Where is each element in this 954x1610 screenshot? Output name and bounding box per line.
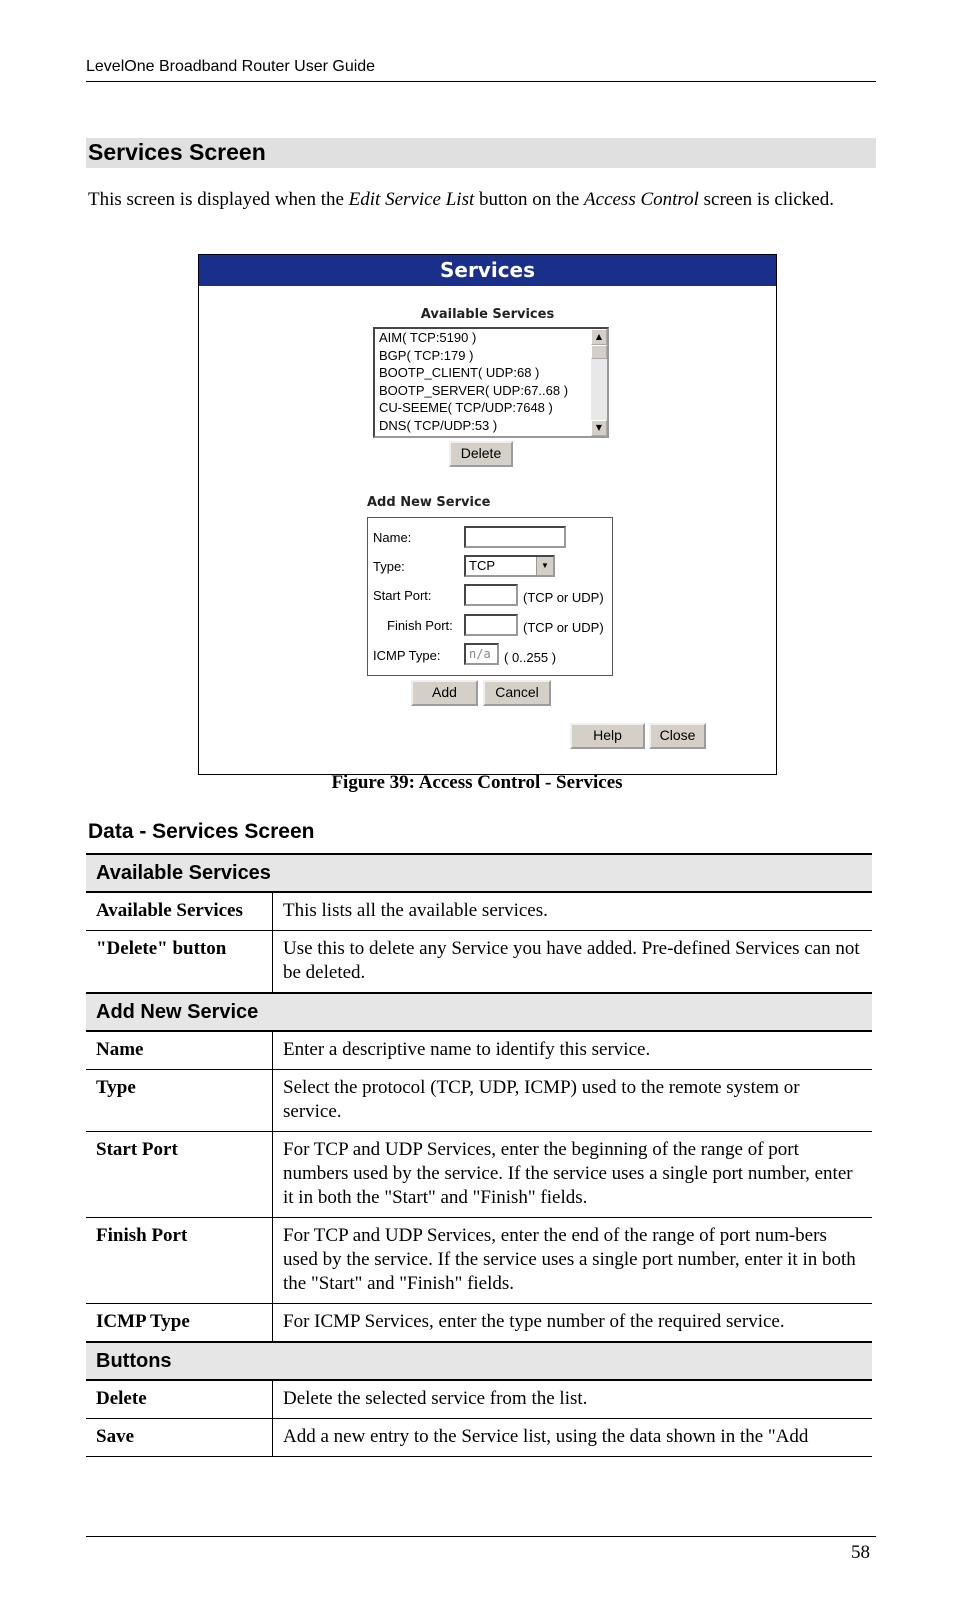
row-term: Available Services [86, 892, 273, 931]
help-button[interactable]: Help [570, 723, 645, 749]
section-heading-band [86, 138, 876, 168]
chevron-down-icon[interactable]: ▼ [536, 557, 553, 575]
row-term: Delete [86, 1380, 273, 1419]
type-label: Type: [373, 559, 405, 574]
running-header: LevelOne Broadband Router User Guide [86, 58, 376, 75]
row-description: For ICMP Services, enter the type number of the required service. [273, 1304, 873, 1343]
header-rule [86, 81, 876, 82]
list-item[interactable]: CU-SEEME( TCP/UDP:7648 ) [379, 400, 553, 415]
start-port-hint: (TCP or UDP) [523, 590, 604, 605]
row-description: Delete the selected service from the list. [273, 1380, 873, 1419]
intro-paragraph [88, 188, 868, 212]
services-screenshot [198, 254, 777, 775]
data-table [86, 853, 872, 1457]
row-term: "Delete" button [86, 931, 273, 994]
row-description: For TCP and UDP Services, enter the end of the range of port num-bers used by the service. If the service uses a single port number, enter it in both the "Start" and "Finish" fields. [273, 1218, 873, 1304]
row-term: Type [86, 1070, 273, 1132]
type-select[interactable] [464, 555, 555, 577]
icmp-type-input[interactable]: n/a [464, 643, 499, 665]
table-row [86, 931, 872, 994]
name-input[interactable] [464, 526, 566, 548]
intro-emphasis-access-control: Access Control [584, 189, 699, 210]
listbox-scrollbar[interactable] [591, 329, 607, 436]
table-row [86, 1304, 872, 1343]
icmp-type-hint: ( 0..255 ) [504, 650, 557, 665]
row-description: Use this to delete any Service you have added. Pre-defined Services can not be deleted. [273, 931, 873, 994]
finish-port-input[interactable] [464, 614, 518, 636]
available-services-label: Available Services [420, 307, 555, 322]
add-button[interactable]: Add [411, 680, 478, 706]
table-group-row [86, 1342, 872, 1380]
start-port-input[interactable] [464, 584, 518, 606]
finish-port-hint: (TCP or UDP) [523, 620, 604, 635]
table-group-row [86, 854, 872, 892]
row-description: For TCP and UDP Services, enter the beginning of the range of port numbers used by the service. If the service uses a single port number, enter it in both the "Start" and "Finish" fields. [273, 1132, 873, 1218]
list-item[interactable]: BOOTP_SERVER( UDP:67..68 ) [379, 382, 569, 398]
list-item[interactable]: AIM( TCP:5190 ) [379, 330, 477, 345]
close-button[interactable]: Close [649, 723, 706, 749]
services-title: Services [199, 255, 776, 286]
services-listbox[interactable] [373, 327, 609, 438]
table-row [86, 1031, 872, 1070]
group-heading: Buttons [86, 1342, 872, 1380]
icmp-type-label: ICMP Type: [373, 648, 441, 663]
intro-text-2: button on the [474, 189, 585, 210]
row-description: Add a new entry to the Service list, using the data shown in the "Add [273, 1419, 873, 1457]
row-term: Finish Port [86, 1218, 273, 1304]
list-item[interactable]: BGP( TCP:179 ) [379, 347, 474, 363]
intro-text-1: This screen is displayed when the [88, 189, 349, 210]
table-row [86, 1419, 872, 1457]
page-number: 58 [851, 1542, 870, 1563]
table-row [86, 1070, 872, 1132]
row-term: Start Port [86, 1132, 273, 1218]
row-description: Enter a descriptive name to identify this service. [273, 1031, 873, 1070]
group-heading: Available Services [86, 854, 872, 892]
add-service-form [367, 517, 613, 676]
name-label: Name: [373, 530, 412, 545]
table-row [86, 892, 872, 931]
list-item[interactable]: DNS( TCP/UDP:53 ) [379, 417, 498, 433]
footer-rule [86, 1536, 876, 1537]
scroll-up-icon[interactable]: ▲ [591, 329, 607, 345]
finish-port-label: Finish Port: [387, 618, 453, 633]
figure-caption: Figure 39: Access Control - Services [331, 772, 623, 793]
table-group-row [86, 993, 872, 1031]
add-new-service-label: Add New Service [367, 495, 491, 510]
row-term: ICMP Type [86, 1304, 273, 1343]
data-heading: Data - Services Screen [88, 820, 315, 843]
table-row [86, 1132, 872, 1218]
type-selected-value: TCP [469, 558, 495, 573]
group-heading: Add New Service [86, 993, 872, 1031]
scroll-down-icon[interactable]: ▼ [591, 420, 607, 436]
row-term: Save [86, 1419, 273, 1457]
row-term: Name [86, 1031, 273, 1070]
list-item[interactable]: BOOTP_CLIENT( UDP:68 ) [379, 365, 540, 380]
start-port-label: Start Port: [373, 588, 432, 603]
section-title: Services Screen [88, 139, 266, 165]
table-row [86, 1380, 872, 1419]
intro-text-3: screen is clicked. [698, 189, 834, 210]
row-description: Select the protocol (TCP, UDP, ICMP) used to the remote system or service. [273, 1070, 873, 1132]
row-description: This lists all the available services. [273, 892, 873, 931]
delete-button[interactable]: Delete [449, 441, 513, 467]
scroll-thumb[interactable] [591, 345, 607, 359]
intro-emphasis-edit-service-list: Edit Service List [348, 189, 475, 210]
table-row [86, 1218, 872, 1304]
cancel-button[interactable]: Cancel [483, 680, 551, 706]
